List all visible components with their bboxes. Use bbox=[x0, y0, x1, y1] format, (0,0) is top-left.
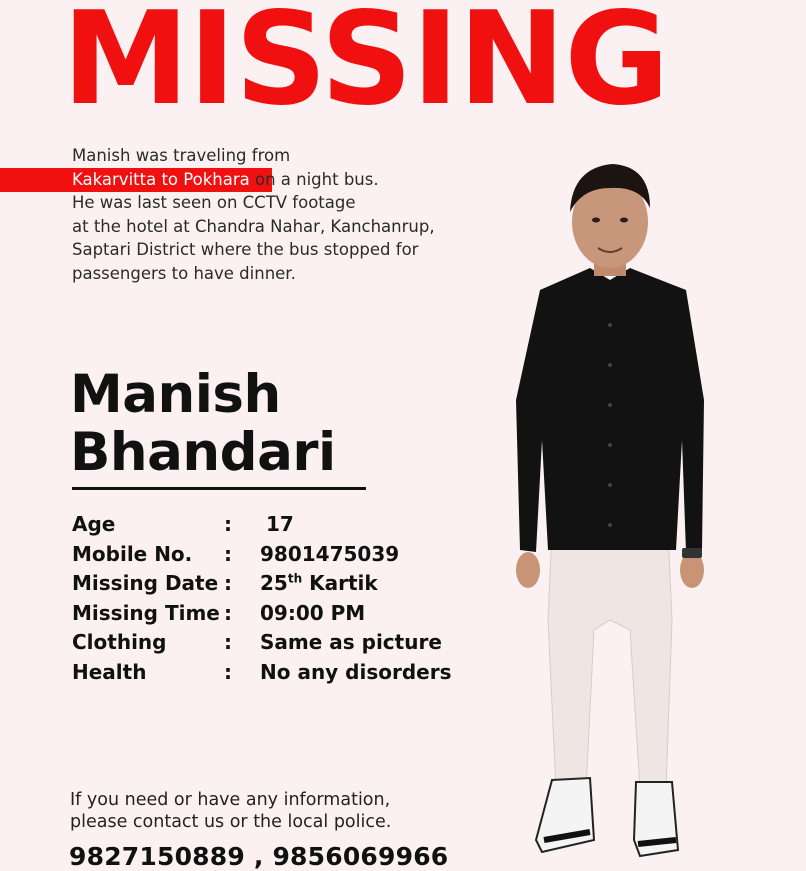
description-line-3: He was last seen on CCTV footage bbox=[72, 193, 356, 212]
detail-separator: : bbox=[224, 571, 232, 596]
description-line-6: passengers to have dinner. bbox=[72, 263, 296, 283]
date-day: 25 bbox=[260, 571, 288, 596]
contact-instructions bbox=[70, 789, 391, 833]
route-highlight: Kakarvitta to Pokhara bbox=[72, 169, 250, 189]
pants bbox=[548, 530, 672, 790]
description-line-5: Saptari District where the bus stopped for bbox=[72, 240, 419, 259]
detail-label: Health bbox=[72, 659, 147, 684]
detail-value: No any disorders bbox=[260, 659, 452, 684]
detail-separator: : bbox=[224, 512, 232, 536]
description-line-2-rest: on a night bus. bbox=[249, 169, 379, 189]
headline-missing: MISSING bbox=[62, 0, 669, 134]
first-name: Manish bbox=[70, 364, 281, 425]
description-line-2 bbox=[72, 168, 512, 192]
shirt bbox=[516, 268, 704, 552]
description-line-4: at the hotel at Chandra Nahar, Kanchanrup, bbox=[72, 216, 435, 236]
detail-label: Mobile No. bbox=[72, 541, 193, 566]
description-line-1: Manish was traveling from bbox=[72, 146, 291, 165]
detail-value: 9801475039 bbox=[260, 541, 400, 566]
detail-value: 17 bbox=[266, 512, 294, 536]
description-text bbox=[72, 144, 512, 285]
detail-label: Clothing bbox=[72, 630, 167, 655]
name-underline bbox=[72, 487, 366, 490]
detail-label: Age bbox=[72, 512, 116, 536]
detail-label: Missing Time bbox=[72, 600, 220, 625]
left-hand bbox=[516, 552, 540, 588]
contact-line-1: If you need or have any information, bbox=[70, 790, 391, 810]
detail-value: Same as picture bbox=[260, 630, 442, 655]
date-suffix: th bbox=[287, 571, 303, 586]
detail-label: Missing Date bbox=[72, 571, 219, 596]
last-name: Bhandari bbox=[70, 422, 336, 483]
detail-separator: : bbox=[224, 659, 232, 684]
detail-separator: : bbox=[224, 630, 232, 655]
missing-person-photo bbox=[490, 150, 730, 869]
detail-separator: : bbox=[224, 600, 232, 625]
contact-phone-numbers: 9827150889 , 9856069966 bbox=[69, 842, 449, 871]
detail-separator: : bbox=[224, 541, 232, 566]
detail-value bbox=[260, 569, 378, 599]
detail-value: 09:00 PM bbox=[260, 600, 366, 625]
contact-line-2: please contact us or the local police. bbox=[70, 812, 392, 832]
person-name bbox=[70, 366, 336, 482]
date-month: Kartik bbox=[302, 571, 378, 596]
